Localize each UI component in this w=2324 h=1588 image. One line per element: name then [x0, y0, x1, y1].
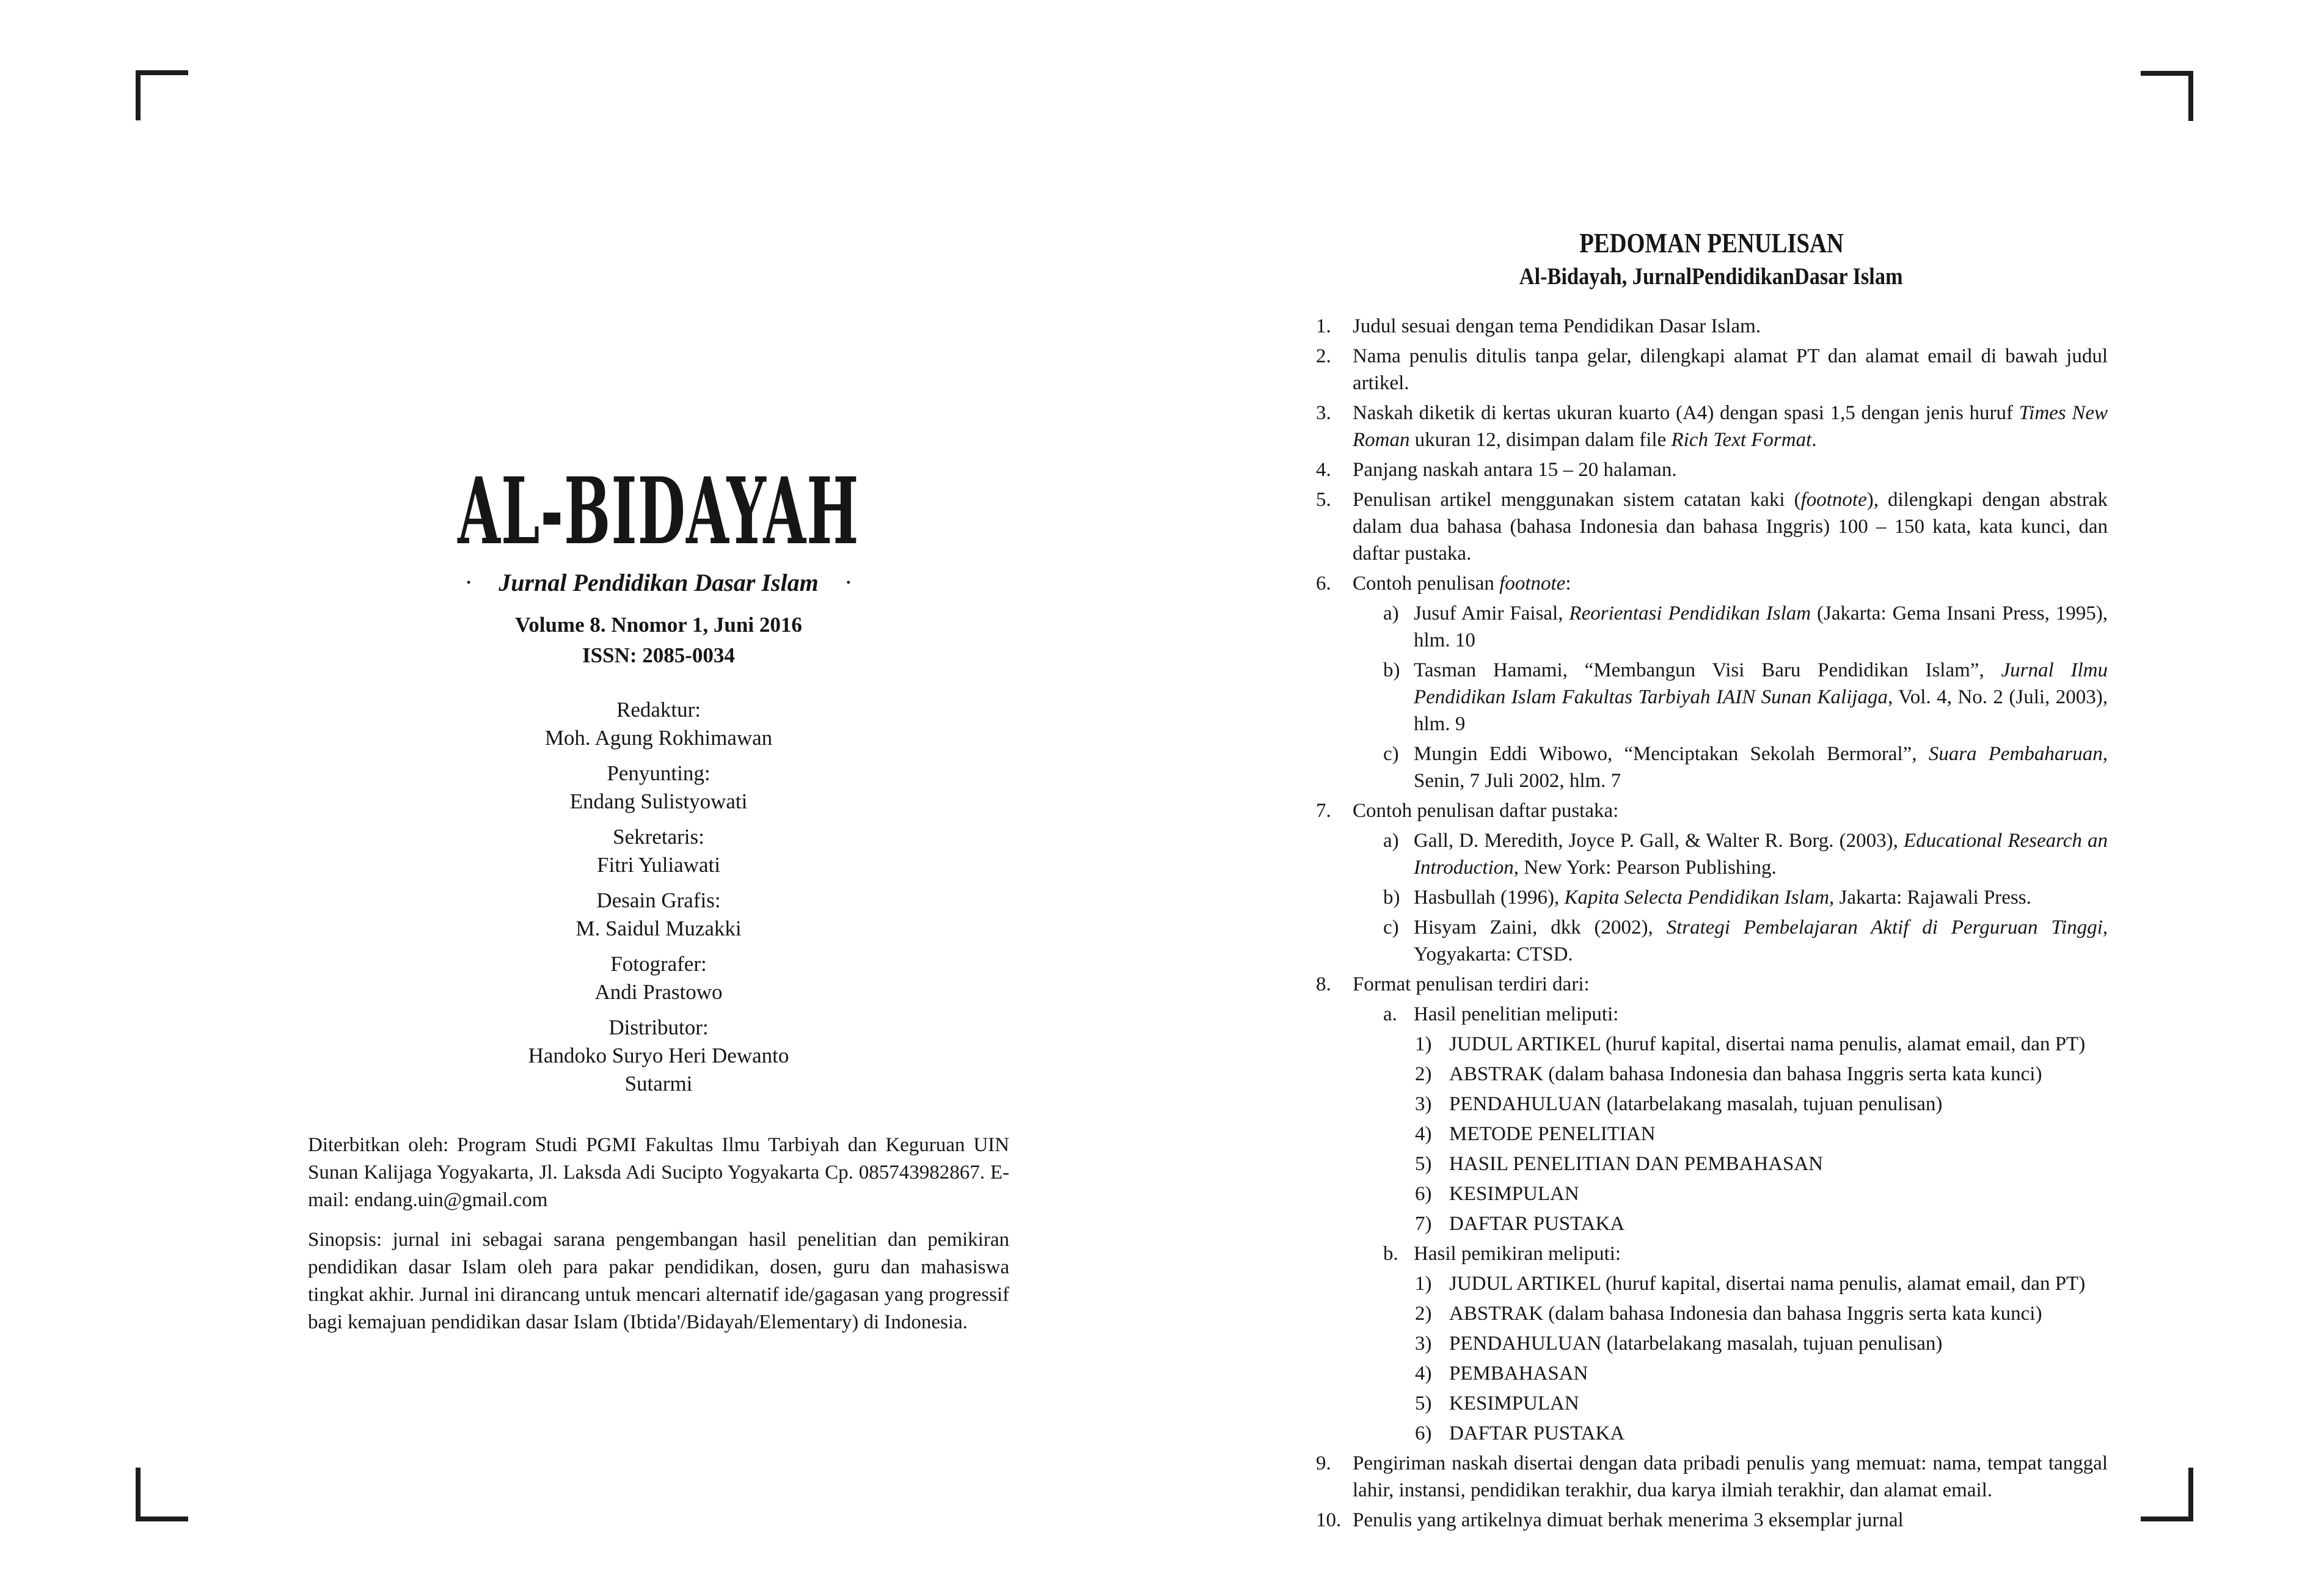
guideline-item: [1315, 1360, 2108, 1387]
guideline-item: [1315, 827, 2108, 881]
synopsis-paragraph: Sinopsis: jurnal ini sebagai sarana pengembangan hasil penelitian dan pemikiran pendidikan dasar Islam oleh para pakar pendidikan, dosen, guru dan mahasiswa tingkat akhir. Jurnal ini dirancang untuk mencari alternatif ide/gagasan yang progressif bagi kemajuan pendidikan dasar Islam (Ibtida'/Bidayah/Elementary) di Indonesia.: [308, 1229, 1009, 1333]
guideline-item-text: [1449, 1153, 1823, 1175]
staff-list: [305, 696, 1012, 1098]
guideline-item-marker: c): [1383, 916, 1399, 939]
guideline-item-marker: 1): [1415, 1033, 1432, 1055]
guideline-item: [1315, 1121, 2108, 1147]
issn-line: ISSN: 2085-0034: [582, 643, 735, 667]
text-segment: , Yogyakarta: CTSD.: [1414, 916, 2108, 965]
guideline-item: [1315, 1330, 2108, 1357]
guideline-item: [1315, 1240, 2108, 1267]
crop-mark-top-right-h: [2141, 71, 2193, 76]
guideline-item: [1315, 1450, 2108, 1504]
guideline-item-text: [1449, 1033, 2085, 1055]
staff-name: Sutarmi: [624, 1072, 693, 1096]
staff-role: Distributor:: [608, 1015, 709, 1039]
guideline-item: [1315, 1390, 2108, 1417]
guideline-item-marker: b): [1383, 659, 1400, 681]
guideline-item-marker: 3.: [1316, 401, 1331, 424]
guideline-item: [1315, 343, 2108, 397]
text-segment: Naskah diketik di kertas ukuran kuarto (A4) dengan spasi 1,5 dengan jenis huruf: [1353, 401, 2019, 424]
italic-segment: footnote: [1499, 572, 1566, 595]
text-segment: METODE PENELITIAN: [1449, 1122, 1656, 1145]
italic-segment: Times New Roman: [1353, 401, 2108, 451]
crop-mark-top-left-v: [136, 70, 141, 120]
guideline-item-text: [1449, 1303, 2042, 1325]
guidelines-header: [1315, 227, 2108, 291]
text-segment: Contoh penulisan daftar pustaka:: [1353, 799, 1619, 822]
volume-line: Volume 8. Nnomor 1, Juni 2016: [515, 613, 802, 637]
guideline-item: [1315, 1180, 2108, 1207]
text-segment: Jusuf Amir Faisal,: [1414, 602, 1569, 624]
guideline-item: [1315, 1031, 2108, 1058]
staff-group: [305, 1014, 1012, 1098]
guideline-item-text: [1353, 345, 2108, 394]
text-segment: Hasbullah (1996),: [1414, 886, 1565, 909]
guideline-item-text: [1353, 459, 1677, 481]
staff-group: [305, 950, 1012, 1006]
italic-segment: Suara Pembaharuan: [1928, 742, 2103, 765]
staff-role: Redaktur:: [616, 698, 701, 722]
guideline-item: [1315, 1300, 2108, 1327]
guideline-item-marker: c): [1383, 742, 1399, 765]
guideline-item: [1315, 741, 2108, 794]
guideline-item-text: [1414, 602, 2108, 651]
text-segment: JUDUL ARTIKEL (huruf kapital, disertai nama penulis, alamat email, dan PT): [1449, 1272, 2086, 1295]
text-segment: PENDAHULUAN (latarbelakang masalah, tujuan penulisan): [1449, 1092, 1943, 1115]
guideline-item-marker: b): [1383, 886, 1400, 909]
journal-title-wrap: [305, 458, 1012, 565]
guideline-item-text: [1353, 1452, 2108, 1501]
text-segment: DAFTAR PUSTAKA: [1449, 1422, 1625, 1444]
publisher-paragraph: Diterbitkan oleh: Program Studi PGMI Fakultas Ilmu Tarbiyah dan Keguruan UIN Sunan Kalijaga Yogyakarta, Jl. Laksda Adi Sucipto Yogyakarta Cp. 085743982867. E-mail: endang.uin@gmail.com: [308, 1134, 1009, 1211]
guideline-item-marker: b.: [1383, 1242, 1398, 1265]
crop-mark-top-left-h: [136, 70, 188, 75]
italic-segment: Reorientasi Pendidikan Islam: [1569, 602, 1811, 624]
italic-segment: Rich Text Format: [1671, 428, 1812, 451]
guidelines-title: PEDOMAN PENULISAN: [1579, 227, 1844, 258]
guideline-item-marker: 6.: [1316, 572, 1331, 595]
italic-segment: Jurnal Ilmu Pendidikan Islam Fakultas Tarbiyah IAIN Sunan Kalijaga: [1414, 659, 2108, 708]
guideline-item: [1315, 914, 2108, 968]
text-segment: JUDUL ARTIKEL (huruf kapital, disertai nama penulis, alamat email, dan PT): [1449, 1033, 2086, 1055]
text-segment: Pengiriman naskah disertai dengan data pribadi penulis yang memuat: nama, tempat tanggal lahir, instansi, pendidikan terakhir, dua karya ilmiah terakhir, dan alamat email.: [1353, 1452, 2108, 1501]
guideline-item-text: [1414, 659, 2108, 735]
staff-name: Handoko Suryo Heri Dewanto: [528, 1044, 789, 1067]
text-segment: .: [1811, 428, 1817, 451]
guideline-item: [1315, 797, 2108, 824]
text-segment: KESIMPULAN: [1449, 1392, 1579, 1414]
guideline-item-marker: 4): [1415, 1362, 1432, 1385]
guideline-item-text: [1449, 1063, 2042, 1085]
italic-segment: Kapita Selecta Pendidikan Islam: [1564, 886, 1830, 909]
guidelines-subtitle: Al-Bidayah, JurnalPendidikanDasar Islam: [1519, 263, 1903, 290]
guideline-item-text: [1449, 1123, 1656, 1145]
staff-role: Penyunting:: [607, 761, 711, 785]
subtitle-left-dot: ·: [466, 572, 472, 593]
staff-group: [305, 823, 1012, 879]
text-segment: Mungin Eddi Wibowo, “Menciptakan Sekolah Bermoral”,: [1414, 742, 1929, 765]
guideline-item-marker: 8.: [1316, 973, 1331, 995]
guideline-item: [1315, 1061, 2108, 1088]
guideline-item-marker: 1.: [1316, 315, 1331, 337]
staff-group: [305, 887, 1012, 943]
text-segment: Hisyam Zaini, dkk (2002),: [1414, 916, 1667, 939]
text-segment: ABSTRAK (dalam bahasa Indonesia dan bahasa Inggris serta kata kunci): [1449, 1063, 2042, 1085]
left-page: [305, 458, 1012, 1098]
text-segment: :: [1565, 572, 1571, 595]
guideline-item: [1315, 1270, 2108, 1297]
guideline-item-text: [1449, 1093, 1942, 1115]
text-segment: , Jakarta: Rajawali Press.: [1829, 886, 2031, 909]
guideline-item: [1315, 1507, 2108, 1534]
journal-subtitle: Jurnal Pendidikan Dasar Islam: [499, 569, 819, 596]
staff-role: Desain Grafis:: [596, 888, 721, 912]
guideline-item-text: [1353, 1509, 1904, 1531]
text-segment: Judul sesuai dengan tema Pendidikan Dasar Islam.: [1353, 315, 1761, 337]
guideline-item-text: [1353, 573, 1571, 595]
text-segment: Gall, D. Meredith, Joyce P. Gall, & Walter R. Borg. (2003),: [1414, 829, 1904, 852]
guideline-item: [1315, 313, 2108, 340]
guideline-item-text: [1414, 743, 2108, 792]
staff-name: Moh. Agung Rokhimawan: [544, 726, 773, 750]
text-segment: , New York: Pearson Publishing.: [1513, 856, 1777, 879]
staff-name: Fitri Yuliawati: [597, 853, 720, 877]
guideline-item-marker: 2.: [1316, 345, 1331, 367]
guideline-item: [1315, 1091, 2108, 1118]
guideline-item-marker: a): [1383, 602, 1399, 624]
guideline-item: [1315, 400, 2108, 453]
staff-name: Andi Prastowo: [594, 980, 723, 1004]
guideline-item-marker: 4): [1415, 1122, 1432, 1145]
guidelines-list: [1315, 313, 2108, 1534]
guidelines-subtitle-wrap: [1315, 260, 2108, 291]
crop-mark-bottom-left-h: [136, 1517, 188, 1521]
guideline-item-text: [1414, 830, 2108, 879]
text-segment: ), dilengkapi dengan abstrak dalam dua bahasa (bahasa Indonesia dan bahasa Inggris) 100 – 150 kata, kata kunci, dan daftar pustaka.: [1353, 488, 2108, 565]
text-segment: HASIL PENELITIAN DAN PEMBAHASAN: [1449, 1152, 1824, 1175]
left-page-paragraphs: [308, 1132, 1009, 1348]
text-segment: ukuran 12, disimpan dalam file: [1409, 428, 1672, 451]
crop-mark-bottom-right-v: [2188, 1468, 2193, 1521]
guideline-item-text: [1353, 315, 1761, 337]
italic-segment: footnote: [1800, 488, 1867, 511]
text-segment: DAFTAR PUSTAKA: [1449, 1212, 1625, 1235]
guideline-item: [1315, 600, 2108, 654]
right-page: [1315, 227, 2108, 1537]
text-segment: Tasman Hamami, “Membangun Visi Baru Pendidikan Islam”,: [1414, 659, 2001, 681]
staff-role: Sekretaris:: [613, 825, 704, 849]
staff-role: Fotografer:: [610, 952, 707, 976]
guidelines-title-wrap: [1315, 227, 2108, 260]
text-segment: Penulis yang artikelnya dimuat berhak menerima 3 eksemplar jurnal: [1353, 1509, 1904, 1531]
guideline-item-marker: 1): [1415, 1272, 1432, 1295]
guideline-item-text: [1353, 489, 2108, 565]
guideline-item-text: [1449, 1333, 1942, 1355]
guideline-item-marker: 9.: [1316, 1452, 1331, 1474]
guideline-item-text: [1449, 1363, 1588, 1385]
text-segment: PENDAHULUAN (latarbelakang masalah, tujuan penulisan): [1449, 1332, 1943, 1355]
italic-segment: Strategi Pembelajaran Aktif di Perguruan Tinggi: [1666, 916, 2103, 939]
text-segment: ABSTRAK (dalam bahasa Indonesia dan bahasa Inggris serta kata kunci): [1449, 1302, 2042, 1325]
text-segment: PEMBAHASAN: [1449, 1362, 1588, 1385]
guideline-item-marker: 10.: [1316, 1509, 1342, 1531]
guideline-item-marker: 5): [1415, 1152, 1432, 1175]
guideline-item-marker: 7): [1415, 1212, 1432, 1235]
guideline-item-text: [1353, 800, 1618, 822]
text-segment: Nama penulis ditulis tanpa gelar, dilengkapi alamat PT dan alamat email di bawah judul artikel.: [1353, 345, 2108, 394]
text-segment: , Vol. 4, No. 2 (Juli, 2003), hlm. 9: [1414, 686, 2108, 735]
guideline-item: [1315, 456, 2108, 483]
guideline-item: [1315, 1001, 2108, 1028]
text-segment: (Jakarta: Gema Insani Press, 1995), hlm. 10: [1414, 602, 2108, 651]
guideline-item-marker: 6): [1415, 1182, 1432, 1205]
guideline-item-marker: a.: [1383, 1003, 1397, 1025]
guideline-item-text: [1414, 887, 2031, 909]
guideline-item: [1315, 971, 2108, 998]
guideline-item-marker: 3): [1415, 1332, 1432, 1355]
subtitle-right-dot: ·: [845, 572, 852, 593]
crop-mark-bottom-left-v: [136, 1468, 141, 1521]
text-segment: Contoh penulisan: [1353, 572, 1500, 595]
text-segment: Penulisan artikel menggunakan sistem catatan kaki (: [1353, 488, 1801, 511]
guideline-item-marker: 2): [1415, 1063, 1432, 1085]
guideline-item-marker: a): [1383, 829, 1399, 852]
guideline-item: [1315, 1151, 2108, 1177]
guideline-item: [1315, 1420, 2108, 1447]
guideline-item: [1315, 884, 2108, 911]
staff-group: [305, 759, 1012, 816]
staff-name: M. Saidul Muzakki: [576, 917, 742, 940]
staff-group: [305, 696, 1012, 752]
guideline-item-marker: 2): [1415, 1302, 1432, 1325]
guideline-item-text: [1353, 402, 2108, 451]
guideline-item-marker: 5): [1415, 1392, 1432, 1414]
guideline-item-text: [1449, 1213, 1624, 1235]
text-segment: Hasil pemikiran meliputi:: [1414, 1242, 1621, 1265]
guideline-item: [1315, 657, 2108, 737]
guideline-item: [1315, 1210, 2108, 1237]
guideline-item-text: [1449, 1273, 2085, 1295]
text-segment: Hasil penelitian meliputi:: [1414, 1003, 1619, 1025]
journal-title: AL-BIDAYAH: [458, 458, 860, 565]
guideline-item: [1315, 486, 2108, 567]
text-segment: , Senin, 7 Juli 2002, hlm. 7: [1414, 742, 2108, 792]
journal-subtitle-row: [305, 568, 1012, 597]
text-segment: Format penulisan terdiri dari:: [1353, 973, 1590, 995]
guideline-item: [1315, 570, 2108, 597]
guideline-item-marker: 5.: [1316, 488, 1331, 511]
guideline-item-marker: 3): [1415, 1092, 1432, 1115]
text-segment: KESIMPULAN: [1449, 1182, 1579, 1205]
guideline-item-text: [1449, 1183, 1579, 1205]
staff-name: Endang Sulistyowati: [569, 789, 748, 813]
guideline-item-marker: 7.: [1316, 799, 1331, 822]
text-segment: Panjang naskah antara 15 – 20 halaman.: [1353, 458, 1677, 481]
guideline-item-text: [1353, 973, 1590, 995]
crop-mark-bottom-right-h: [2141, 1517, 2193, 1521]
guideline-item-marker: 6): [1415, 1422, 1432, 1444]
crop-mark-top-right-v: [2188, 71, 2193, 121]
guideline-item-text: [1414, 1003, 1618, 1025]
italic-segment: Educational Research an Introduction: [1414, 829, 2108, 879]
guideline-item-text: [1414, 917, 2108, 965]
guideline-item-text: [1449, 1422, 1624, 1444]
guideline-item-text: [1414, 1243, 1621, 1265]
guideline-item-text: [1449, 1392, 1579, 1414]
guideline-item-marker: 4.: [1316, 458, 1331, 481]
